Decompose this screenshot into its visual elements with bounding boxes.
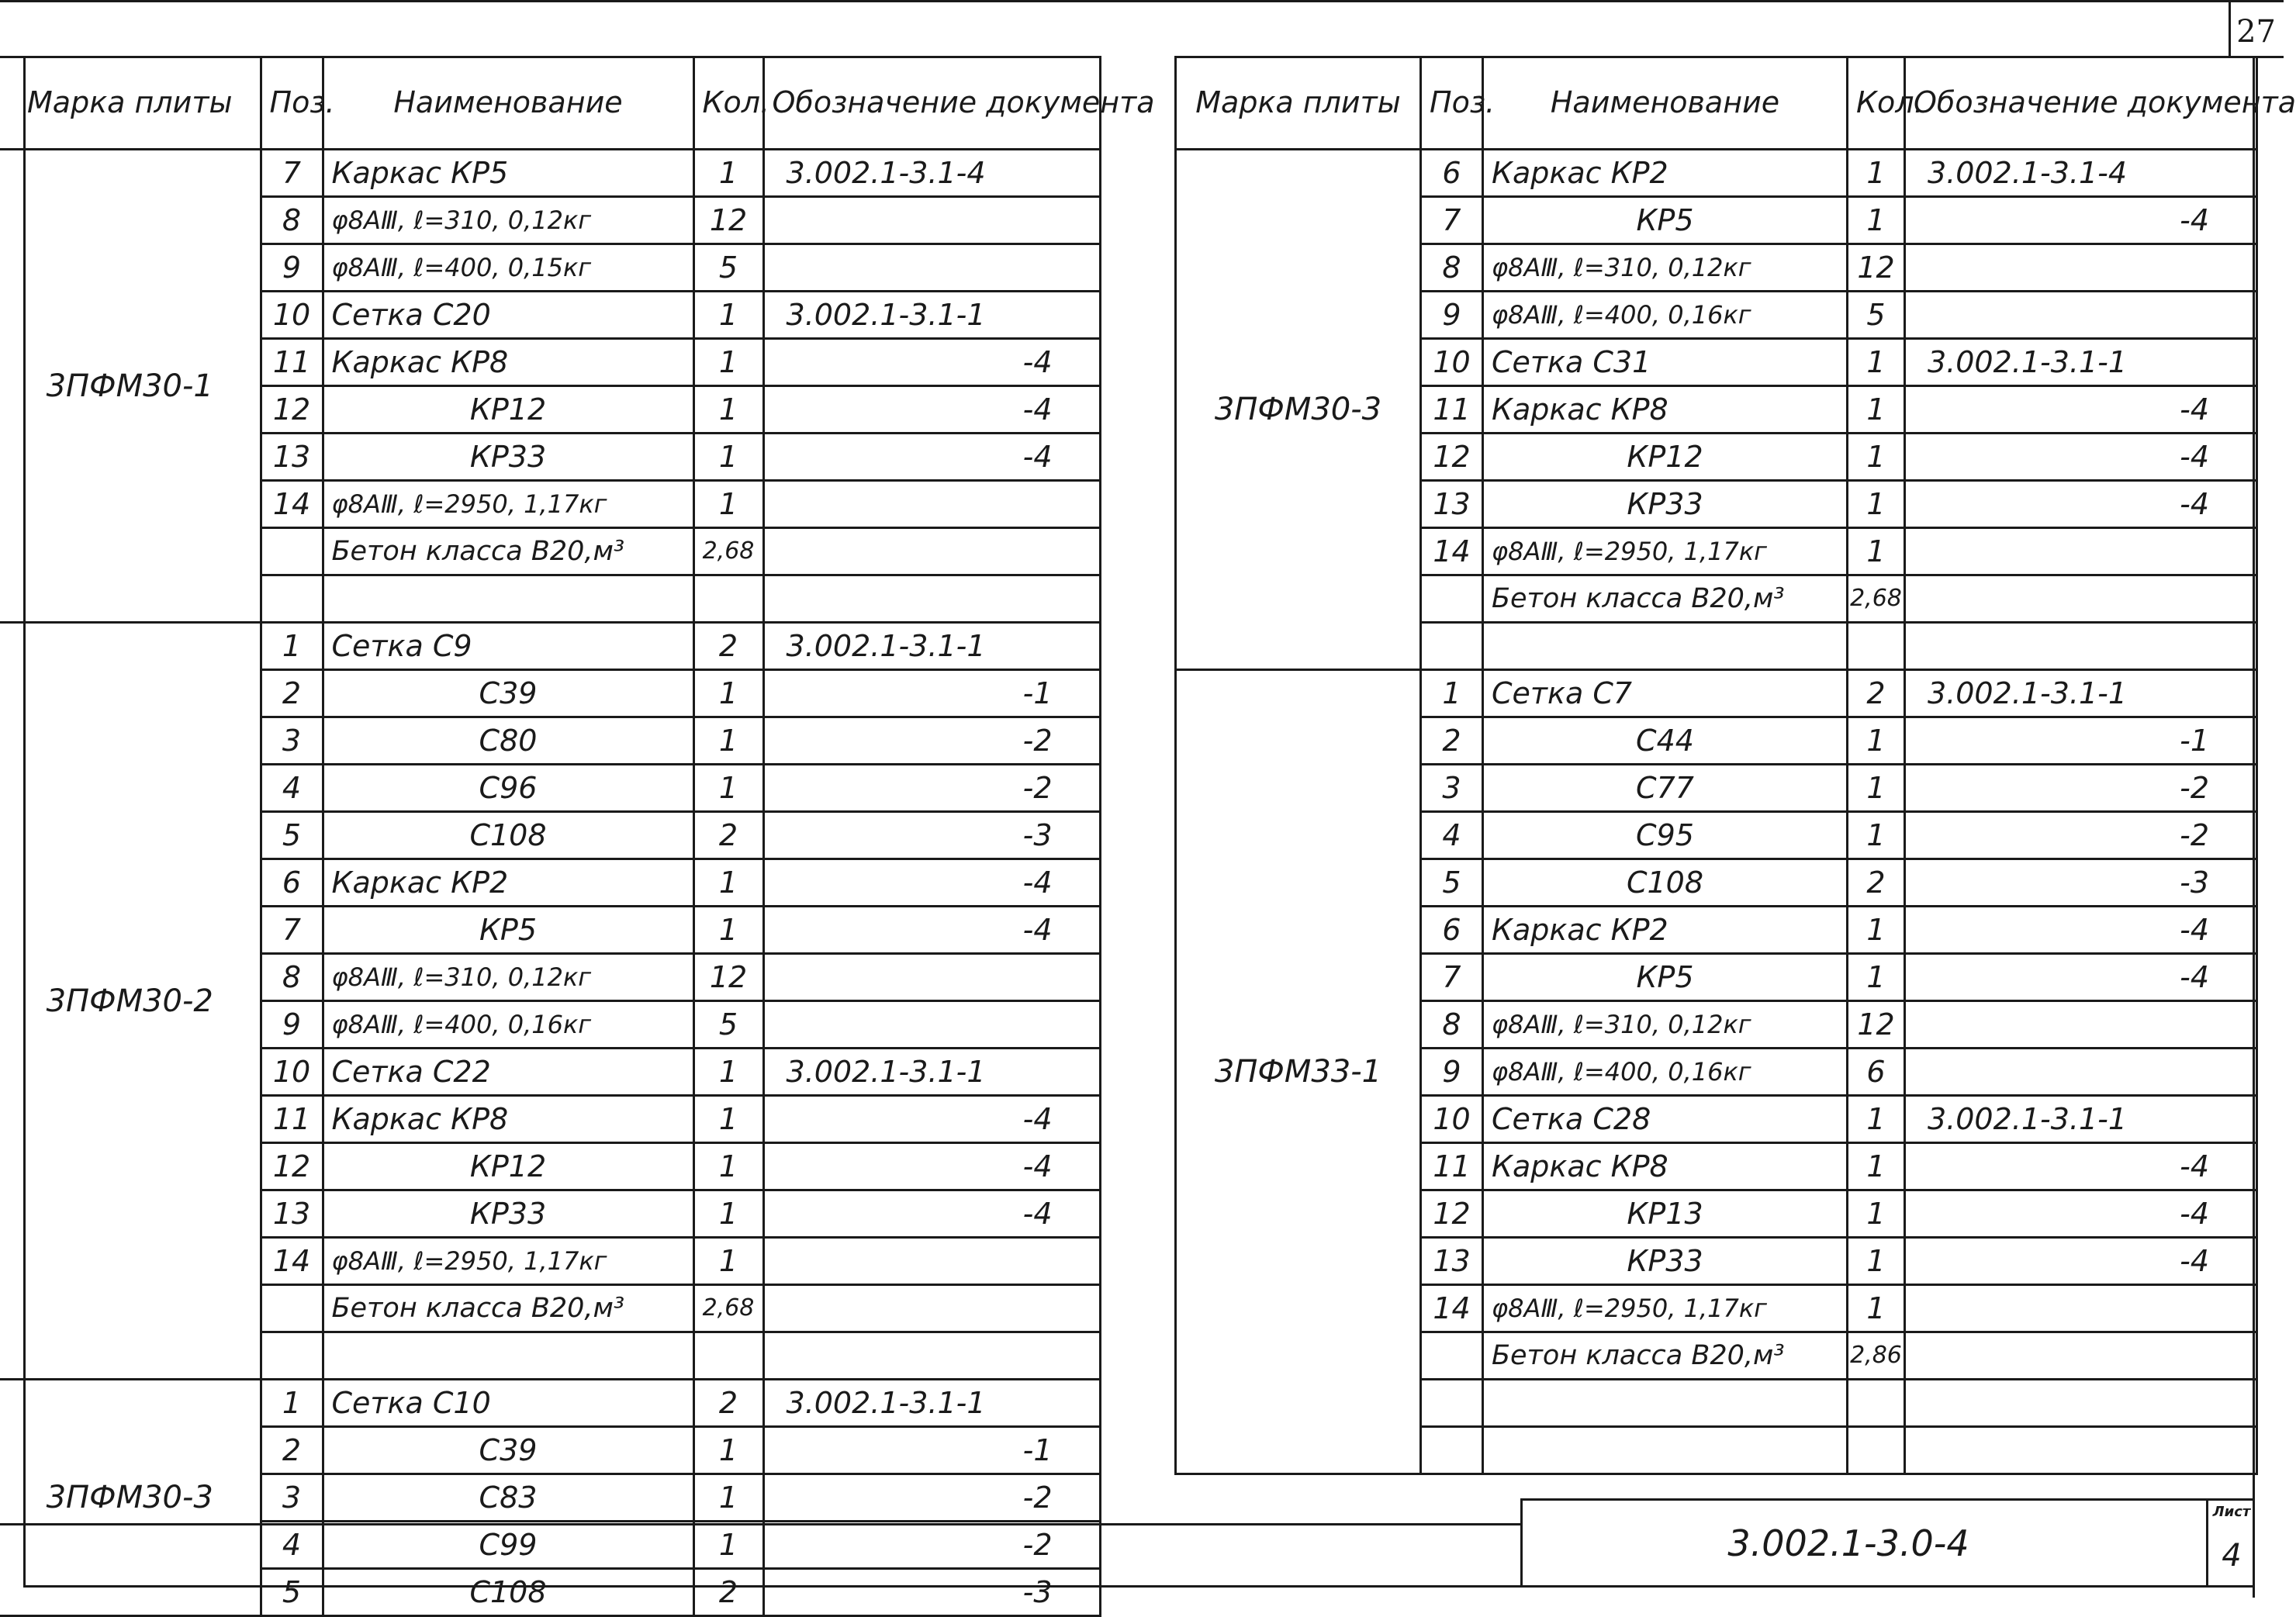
quantity-cell: 1 — [693, 1143, 763, 1190]
name-cell: КР5 — [1483, 954, 1848, 1001]
document-cell — [763, 244, 1100, 292]
position-cell: 9 — [1421, 292, 1483, 339]
name-cell: КР13 — [1483, 1190, 1848, 1238]
document-cell: -3 — [763, 1569, 1100, 1616]
name-cell: КР33 — [323, 434, 693, 481]
specification-table-right — [1174, 56, 2296, 1475]
document-cell: -2 — [763, 1474, 1100, 1522]
document-cell: 3.002.1-3.1-1 — [1905, 339, 2257, 386]
quantity-cell: 1 — [693, 1427, 763, 1474]
name-cell: КР12 — [323, 1143, 693, 1190]
document-cell: -2 — [763, 717, 1100, 765]
quantity-cell: 2,86 — [1848, 1332, 1905, 1380]
table-row — [0, 623, 1100, 670]
position-cell: 4 — [1421, 812, 1483, 859]
document-cell — [1905, 1285, 2257, 1332]
name-cell: КР33 — [323, 1190, 693, 1238]
position-cell: 11 — [1421, 1143, 1483, 1190]
position-cell: 3 — [261, 717, 323, 765]
name-cell: С83 — [323, 1474, 693, 1522]
name-cell: Сетка С10 — [323, 1380, 693, 1427]
document-cell: 3.002.1-3.1-1 — [1905, 670, 2257, 717]
position-cell: 8 — [261, 954, 323, 1001]
position-cell — [261, 528, 323, 575]
quantity-cell: 1 — [693, 339, 763, 386]
name-cell: С80 — [323, 717, 693, 765]
table-row — [0, 1380, 1100, 1427]
quantity-cell: 1 — [1848, 765, 1905, 812]
quantity-cell: 2 — [693, 623, 763, 670]
quantity-cell: 5 — [693, 244, 763, 292]
name-cell — [1483, 1427, 1848, 1474]
name-cell: КР33 — [1483, 1238, 1848, 1285]
document-cell — [763, 1332, 1100, 1380]
position-cell: 10 — [261, 1049, 323, 1096]
header-mark: Марка плиты — [1176, 57, 1421, 150]
quantity-cell: 1 — [693, 481, 763, 528]
quantity-cell: 2,68 — [693, 1285, 763, 1332]
position-cell: 14 — [1421, 1285, 1483, 1332]
position-cell: 4 — [261, 1522, 323, 1569]
document-cell: -3 — [1905, 859, 2257, 907]
name-cell: С77 — [1483, 765, 1848, 812]
name-cell — [1483, 623, 1848, 670]
position-cell — [1421, 1427, 1483, 1474]
name-cell — [1483, 1380, 1848, 1427]
document-cell: -4 — [763, 1096, 1100, 1143]
quantity-cell: 1 — [693, 1522, 763, 1569]
position-cell: 7 — [1421, 954, 1483, 1001]
name-cell: φ8АⅢ, ℓ=2950, 1,17кг — [323, 1238, 693, 1285]
name-cell: Сетка С20 — [323, 292, 693, 339]
position-cell: 5 — [261, 812, 323, 859]
position-cell: 9 — [1421, 1049, 1483, 1096]
quantity-cell — [1848, 1380, 1905, 1427]
table-row — [1176, 150, 2257, 197]
quantity-cell — [1848, 1427, 1905, 1474]
quantity-cell: 12 — [693, 197, 763, 244]
quantity-cell: 1 — [1848, 150, 1905, 197]
name-cell: φ8АⅢ, ℓ=310, 0,12кг — [323, 954, 693, 1001]
position-cell: 12 — [261, 386, 323, 434]
quantity-cell — [693, 1332, 763, 1380]
position-cell — [261, 1285, 323, 1332]
document-cell: 3.002.1-3.1-1 — [1905, 1096, 2257, 1143]
document-cell — [1905, 528, 2257, 575]
frame-top-line — [0, 0, 2284, 2]
position-cell: 12 — [1421, 434, 1483, 481]
name-cell: С39 — [323, 1427, 693, 1474]
position-cell: 14 — [261, 481, 323, 528]
name-cell: Сетка С7 — [1483, 670, 1848, 717]
page-number: 27 — [2236, 14, 2276, 50]
quantity-cell: 1 — [693, 150, 763, 197]
name-cell: Сетка С28 — [1483, 1096, 1848, 1143]
position-cell: 13 — [261, 1190, 323, 1238]
header-doc: Обозначение документа — [763, 57, 1100, 150]
name-cell: Каркас КР8 — [1483, 386, 1848, 434]
document-cell — [763, 528, 1100, 575]
header-pos: Поз. — [1421, 57, 1483, 150]
quantity-cell: 1 — [1848, 339, 1905, 386]
table-header-row — [0, 57, 1100, 150]
position-cell: 10 — [1421, 339, 1483, 386]
plate-mark: 3ПФМ30-3 — [0, 1380, 261, 1616]
document-cell: 3.002.1-3.1-4 — [1905, 150, 2257, 197]
quantity-cell: 2 — [1848, 670, 1905, 717]
name-cell: φ8АⅢ, ℓ=310, 0,12кг — [1483, 244, 1848, 292]
document-cell: -4 — [763, 1143, 1100, 1190]
header-qty: Кол. — [693, 57, 763, 150]
position-cell — [1421, 623, 1483, 670]
document-cell: -4 — [1905, 386, 2257, 434]
header-pos: Поз. — [261, 57, 323, 150]
name-cell: Сетка С31 — [1483, 339, 1848, 386]
document-cell: -4 — [1905, 197, 2257, 244]
quantity-cell: 1 — [1848, 386, 1905, 434]
document-cell: -4 — [763, 907, 1100, 954]
name-cell: С95 — [1483, 812, 1848, 859]
quantity-cell — [693, 575, 763, 623]
sheet-label: Лист — [2212, 1504, 2251, 1520]
quantity-cell: 2 — [1848, 859, 1905, 907]
quantity-cell: 2,68 — [693, 528, 763, 575]
document-cell — [763, 197, 1100, 244]
document-cell: -2 — [763, 1522, 1100, 1569]
name-cell: С108 — [323, 812, 693, 859]
name-cell: Каркас КР5 — [323, 150, 693, 197]
sheet-number: 4 — [2222, 1538, 2242, 1574]
document-cell: -4 — [763, 386, 1100, 434]
position-cell: 8 — [1421, 1001, 1483, 1049]
position-cell: 9 — [261, 244, 323, 292]
name-cell: КР33 — [1483, 481, 1848, 528]
position-cell: 12 — [1421, 1190, 1483, 1238]
name-cell: Каркас КР2 — [1483, 907, 1848, 954]
title-block — [1520, 1498, 2255, 1588]
position-cell: 14 — [1421, 528, 1483, 575]
quantity-cell: 1 — [1848, 1143, 1905, 1190]
quantity-cell: 1 — [1848, 1190, 1905, 1238]
name-cell: Каркас КР8 — [323, 339, 693, 386]
document-cell — [763, 575, 1100, 623]
plate-mark: 3ПФМ30-3 — [1176, 150, 1421, 670]
name-cell: С96 — [323, 765, 693, 812]
document-cell: -1 — [763, 1427, 1100, 1474]
specification-table-left — [0, 56, 1155, 1617]
quantity-cell: 1 — [693, 1049, 763, 1096]
quantity-cell: 1 — [1848, 528, 1905, 575]
quantity-cell: 1 — [1848, 1096, 1905, 1143]
document-cell — [763, 1001, 1100, 1049]
name-cell: φ8АⅢ, ℓ=400, 0,16кг — [1483, 1049, 1848, 1096]
header-name: Наименование — [1483, 57, 1848, 150]
document-cell: -4 — [763, 339, 1100, 386]
position-cell: 10 — [1421, 1096, 1483, 1143]
name-cell: φ8АⅢ, ℓ=2950, 1,17кг — [323, 481, 693, 528]
document-cell: 3.002.1-3.1-1 — [763, 1049, 1100, 1096]
document-cell: -4 — [1905, 434, 2257, 481]
document-cell — [1905, 292, 2257, 339]
quantity-cell: 1 — [1848, 434, 1905, 481]
position-cell: 11 — [1421, 386, 1483, 434]
position-cell: 13 — [261, 434, 323, 481]
document-cell: -4 — [1905, 907, 2257, 954]
name-cell: φ8АⅢ, ℓ=400, 0,16кг — [323, 1001, 693, 1049]
name-cell: φ8АⅢ, ℓ=310, 0,12кг — [323, 197, 693, 244]
name-cell: Бетон класса В20,м³ — [323, 1285, 693, 1332]
plate-mark: 3ПФМ30-1 — [0, 150, 261, 623]
name-cell: Бетон класса В20,м³ — [323, 528, 693, 575]
header-mark: Марка плиты — [0, 57, 261, 150]
name-cell: С44 — [1483, 717, 1848, 765]
name-cell: С99 — [323, 1522, 693, 1569]
table-row — [1176, 670, 2257, 717]
quantity-cell: 1 — [1848, 1285, 1905, 1332]
position-cell: 5 — [1421, 859, 1483, 907]
name-cell: Сетка С22 — [323, 1049, 693, 1096]
name-cell: Каркас КР8 — [1483, 1143, 1848, 1190]
document-cell — [763, 954, 1100, 1001]
header-qty: Кол. — [1848, 57, 1905, 150]
document-cell — [1905, 244, 2257, 292]
table-row — [0, 150, 1100, 197]
quantity-cell: 1 — [1848, 717, 1905, 765]
quantity-cell: 1 — [1848, 812, 1905, 859]
position-cell: 3 — [1421, 765, 1483, 812]
position-cell: 1 — [261, 1380, 323, 1427]
quantity-cell: 5 — [1848, 292, 1905, 339]
position-cell: 12 — [261, 1143, 323, 1190]
name-cell: КР5 — [1483, 197, 1848, 244]
document-cell: -1 — [763, 670, 1100, 717]
position-cell: 7 — [1421, 197, 1483, 244]
position-cell: 14 — [261, 1238, 323, 1285]
name-cell: С108 — [1483, 859, 1848, 907]
name-cell: С39 — [323, 670, 693, 717]
document-cell: -4 — [1905, 1238, 2257, 1285]
document-cell: 3.002.1-3.1-1 — [763, 1380, 1100, 1427]
name-cell: φ8АⅢ, ℓ=310, 0,12кг — [1483, 1001, 1848, 1049]
header-doc: Обозначение документа — [1905, 57, 2257, 150]
document-cell — [763, 481, 1100, 528]
page-number-box — [2229, 0, 2284, 58]
name-cell: Каркас КР2 — [1483, 150, 1848, 197]
quantity-cell — [1848, 623, 1905, 670]
quantity-cell: 1 — [693, 1190, 763, 1238]
name-cell: КР12 — [1483, 434, 1848, 481]
position-cell: 2 — [261, 1427, 323, 1474]
document-cell — [1905, 1380, 2257, 1427]
position-cell: 7 — [261, 150, 323, 197]
name-cell: Сетка С9 — [323, 623, 693, 670]
position-cell: 4 — [261, 765, 323, 812]
position-cell: 3 — [261, 1474, 323, 1522]
document-cell — [763, 1238, 1100, 1285]
position-cell: 6 — [1421, 150, 1483, 197]
position-cell: 5 — [261, 1569, 323, 1616]
quantity-cell: 5 — [693, 1001, 763, 1049]
document-cell — [1905, 1049, 2257, 1096]
name-cell: С108 — [323, 1569, 693, 1616]
position-cell: 11 — [261, 1096, 323, 1143]
document-cell: -4 — [1905, 1143, 2257, 1190]
position-cell: 6 — [1421, 907, 1483, 954]
quantity-cell: 2 — [693, 1569, 763, 1616]
position-cell — [261, 1332, 323, 1380]
document-cell: -4 — [763, 1190, 1100, 1238]
document-cell: -4 — [1905, 954, 2257, 1001]
position-cell: 8 — [1421, 244, 1483, 292]
position-cell: 2 — [1421, 717, 1483, 765]
position-cell — [261, 575, 323, 623]
plate-mark: 3ПФМ30-2 — [0, 623, 261, 1380]
quantity-cell: 1 — [693, 434, 763, 481]
document-cell: -2 — [1905, 765, 2257, 812]
document-cell — [1905, 1001, 2257, 1049]
quantity-cell: 12 — [693, 954, 763, 1001]
document-cell — [1905, 575, 2257, 623]
quantity-cell: 1 — [1848, 197, 1905, 244]
position-cell — [1421, 1380, 1483, 1427]
position-cell — [1421, 575, 1483, 623]
name-cell — [323, 1332, 693, 1380]
document-cell: 3.002.1-3.1-4 — [763, 150, 1100, 197]
quantity-cell: 1 — [693, 292, 763, 339]
name-cell — [323, 575, 693, 623]
document-cell: -4 — [1905, 481, 2257, 528]
plate-mark: 3ПФМ33-1 — [1176, 670, 1421, 1474]
name-cell: φ8АⅢ, ℓ=2950, 1,17кг — [1483, 528, 1848, 575]
sheet-number-cell — [2206, 1501, 2255, 1588]
table-header-row — [1176, 57, 2257, 150]
quantity-cell: 1 — [693, 1474, 763, 1522]
document-cell: -2 — [1905, 812, 2257, 859]
quantity-cell: 6 — [1848, 1049, 1905, 1096]
quantity-cell: 1 — [693, 765, 763, 812]
name-cell: Бетон класса В20,м³ — [1483, 575, 1848, 623]
name-cell: КР5 — [323, 907, 693, 954]
quantity-cell: 1 — [693, 1238, 763, 1285]
position-cell: 10 — [261, 292, 323, 339]
document-cell: -4 — [763, 859, 1100, 907]
quantity-cell: 12 — [1848, 244, 1905, 292]
document-cell: -4 — [1905, 1190, 2257, 1238]
document-cell: 3.002.1-3.1-1 — [763, 292, 1100, 339]
position-cell: 1 — [261, 623, 323, 670]
specification-body-left — [0, 150, 1100, 1616]
quantity-cell: 1 — [693, 907, 763, 954]
position-cell: 13 — [1421, 481, 1483, 528]
name-cell: φ8АⅢ, ℓ=2950, 1,17кг — [1483, 1285, 1848, 1332]
quantity-cell: 1 — [693, 717, 763, 765]
name-cell: φ8АⅢ, ℓ=400, 0,16кг — [1483, 292, 1848, 339]
name-cell: φ8АⅢ, ℓ=400, 0,15кг — [323, 244, 693, 292]
quantity-cell: 2 — [693, 1380, 763, 1427]
name-cell: Каркас КР8 — [323, 1096, 693, 1143]
quantity-cell: 1 — [1848, 907, 1905, 954]
quantity-cell: 1 — [1848, 481, 1905, 528]
position-cell: 2 — [261, 670, 323, 717]
position-cell: 11 — [261, 339, 323, 386]
document-cell — [763, 1285, 1100, 1332]
position-cell: 1 — [1421, 670, 1483, 717]
document-cell — [1905, 1427, 2257, 1474]
quantity-cell: 1 — [693, 1096, 763, 1143]
position-cell: 13 — [1421, 1238, 1483, 1285]
document-cell — [1905, 623, 2257, 670]
quantity-cell: 12 — [1848, 1001, 1905, 1049]
document-code: 3.002.1-3.0-4 — [1727, 1522, 1969, 1564]
position-cell: 6 — [261, 859, 323, 907]
specification-body-right — [1176, 150, 2257, 1474]
document-cell — [1905, 1332, 2257, 1380]
position-cell — [1421, 1332, 1483, 1380]
document-cell: -4 — [763, 434, 1100, 481]
quantity-cell: 1 — [693, 859, 763, 907]
document-cell: -1 — [1905, 717, 2257, 765]
quantity-cell: 1 — [1848, 954, 1905, 1001]
quantity-cell: 2 — [693, 812, 763, 859]
position-cell: 7 — [261, 907, 323, 954]
document-cell: 3.002.1-3.1-1 — [763, 623, 1100, 670]
header-name: Наименование — [323, 57, 693, 150]
position-cell: 9 — [261, 1001, 323, 1049]
position-cell: 8 — [261, 197, 323, 244]
document-cell: -3 — [763, 812, 1100, 859]
name-cell: Каркас КР2 — [323, 859, 693, 907]
quantity-cell: 2,68 — [1848, 575, 1905, 623]
quantity-cell: 1 — [1848, 1238, 1905, 1285]
name-cell: КР12 — [323, 386, 693, 434]
quantity-cell: 1 — [693, 386, 763, 434]
name-cell: Бетон класса В20,м³ — [1483, 1332, 1848, 1380]
document-cell: -2 — [763, 765, 1100, 812]
quantity-cell: 1 — [693, 670, 763, 717]
